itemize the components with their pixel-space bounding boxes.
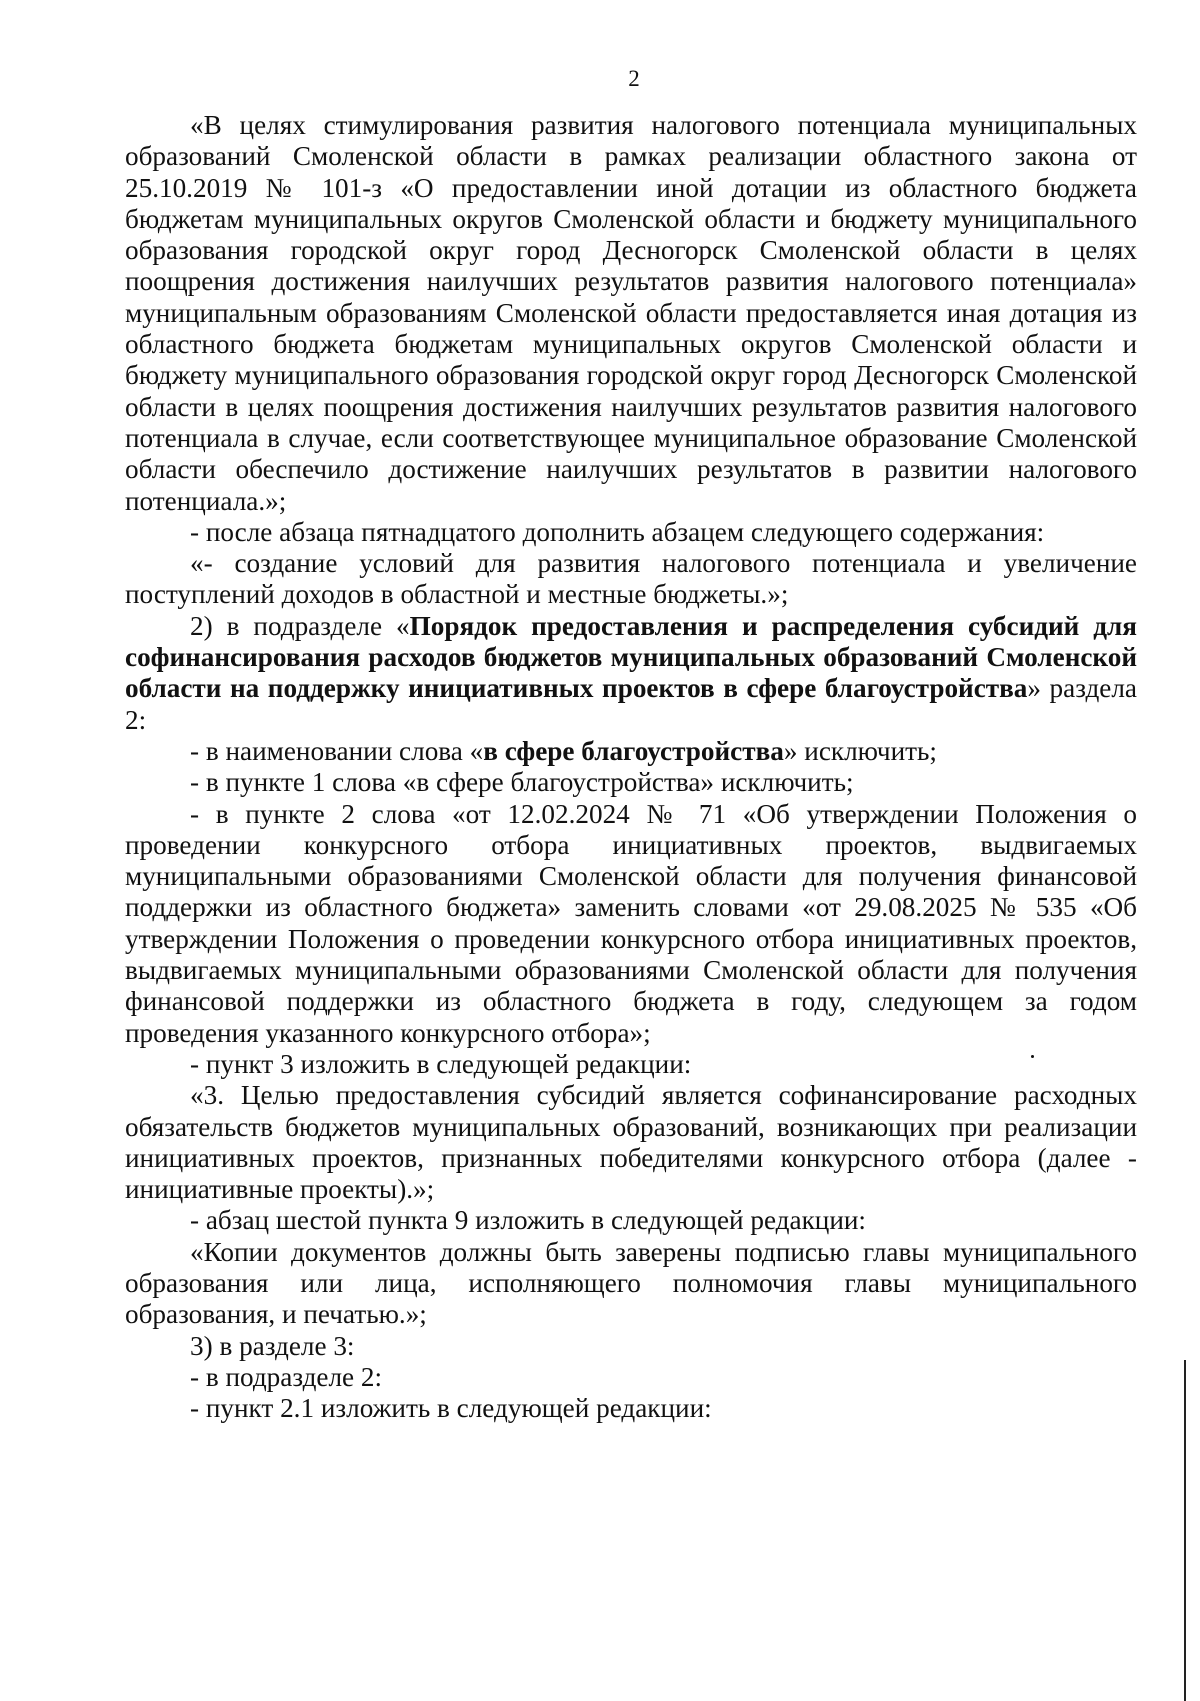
subsection-title-bold: Порядок предоставления и распределения субсидий для софинансирования расходов бюджетов муниципальных образований Смоленской области на поддержку инициативных проектов в сфере благоустройства bbox=[125, 610, 1138, 704]
paragraph-subsection-2-of-3: - в подразделе 2: bbox=[190, 1361, 383, 1392]
paragraph-subsection-2-prefix: 2) в подразделе « bbox=[190, 610, 410, 641]
paragraph-point-3-intro: - пункт 3 изложить в следующей редакции: bbox=[190, 1048, 692, 1079]
document-body bbox=[125, 110, 1137, 1424]
paragraph-point-1: - в пункте 1 слова «в сфере благоустройства» исключить; bbox=[190, 767, 854, 798]
page-number: 2 bbox=[628, 66, 640, 91]
paragraph-name-words-suffix: » исключить; bbox=[783, 735, 937, 766]
paragraph-point-2: - в пункте 2 слова «от 12.02.2024 № 71 «Об утверждении Положения о проведении конкурсного отбора инициативных проектов, выдвигаемых муниципальными образованиями Смоленской области для получения финансовой поддержки из областного бюджета» заменить словами «от 29.08.2025 № 535 «Об утверждении Положения о проведении конкурсного отбора инициативных проектов, выдвигаемых муниципальными образованиями Смоленской области для получения финансовой поддержки из областного бюджета в году, следующем за годом проведения указанного конкурсного отбора»; bbox=[125, 798, 1137, 1048]
paragraph-after-fifteenth: - после абзаца пятнадцатого дополнить абзацем следующего содержания: bbox=[190, 516, 1045, 547]
paragraph-point-2-1: - пункт 2.1 изложить в следующей редакции: bbox=[190, 1393, 712, 1424]
paragraph-point-9-text: «Копии документов должны быть заверены подписью главы муниципального образования или лица, исполняющего полномочия главы муниципального образования, и печатью.»; bbox=[125, 1236, 1137, 1330]
paragraph-name-words-prefix: - в наименовании слова « bbox=[190, 735, 484, 766]
paragraph-subsection-2 bbox=[125, 611, 1137, 736]
paragraph-point-9-intro: - абзац шестой пункта 9 изложить в следующей редакции: bbox=[190, 1205, 866, 1236]
paragraph-subsection-2-suffix: » раздела 2: bbox=[125, 673, 1137, 735]
name-words-bold: в сфере благоустройства bbox=[483, 735, 784, 766]
paragraph-name-words bbox=[125, 736, 1137, 767]
paragraph-dotation: «В целях стимулирования развития налогового потенциала муниципальных образований Смоленской области в рамках реализации областного закона от 25.10.2019 № 101-з «О предоставлении иной дотации из областного бюджета бюджетам муниципальных округов Смоленской области и бюджету муниципального образования городской округ город Десногорск Смоленской области в целях поощрения достижения наилучших результатов развития налогового потенциала» муниципальным образованиям Смоленской области предоставляется иная дотация из областного бюджета бюджетам муниципальных округов Смоленской области и бюджету муниципального образования городской округ город Десногорск Смоленской области в целях поощрения достижения наилучших результатов развития налогового потенциала в случае, если соответствующее муниципальное образование Смоленской области обеспечило достижение наилучших результатов в развитии налогового потенциала.»; bbox=[125, 110, 1137, 516]
paragraph-section-3: 3) в разделе 3: bbox=[190, 1330, 355, 1361]
scan-speck bbox=[1031, 1055, 1034, 1058]
paragraph-conditions: «- создание условий для развития налогового потенциала и увеличение поступлений доходов в областной и местные бюджеты.»; bbox=[125, 548, 1137, 610]
paragraph-point-3-text: «3. Целью предоставления субсидий является софинансирование расходных обязательств бюджетов муниципальных образований, возникающих при реализации инициативных проектов, признанных победителями конкурсного отбора (далее - инициативные проекты).»; bbox=[125, 1080, 1137, 1205]
scan-edge-line bbox=[1184, 1360, 1186, 1701]
